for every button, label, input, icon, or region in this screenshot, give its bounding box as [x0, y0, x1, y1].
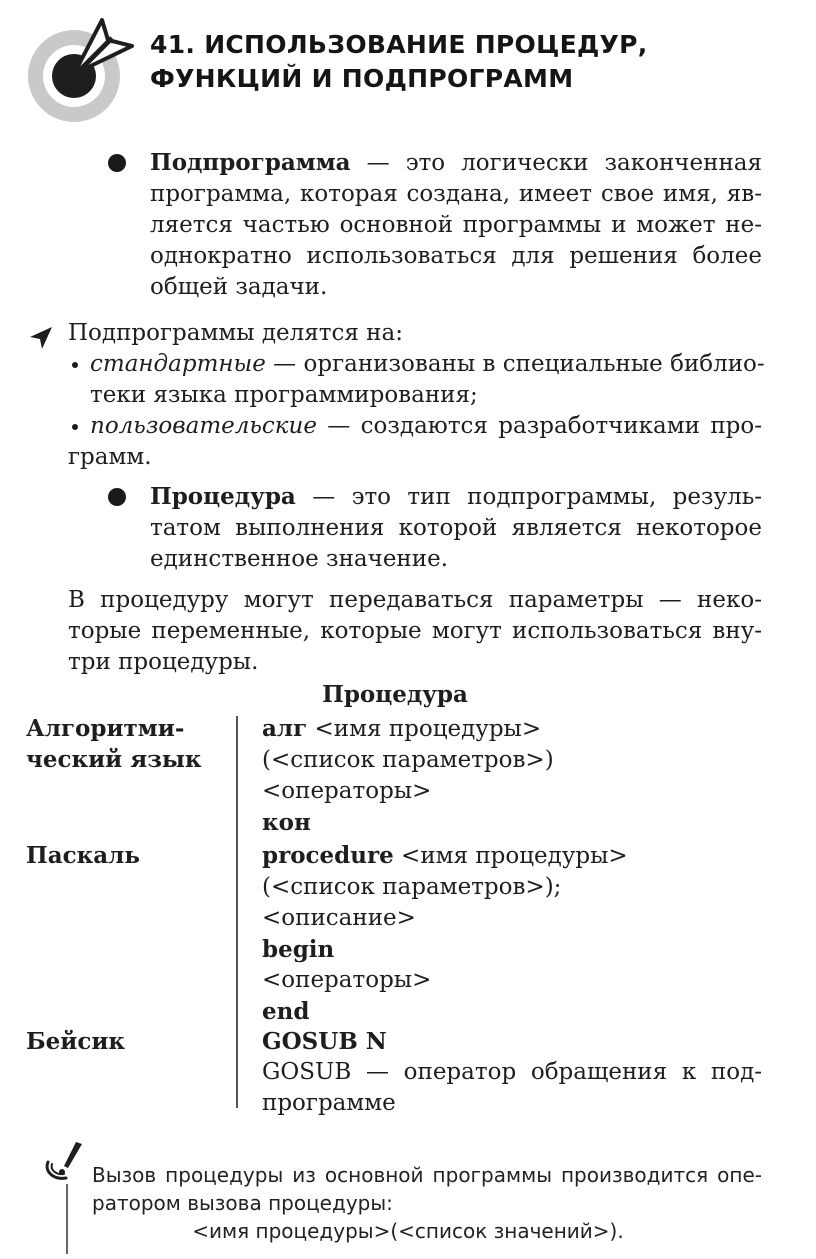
text-line: — организованы в специальные библио- — [265, 351, 765, 377]
text-line: ляется частью основной программы и может не- — [150, 212, 762, 238]
list-item-user — [90, 411, 762, 442]
keyword: алг — [262, 715, 308, 742]
label-line: Бейсик — [26, 1028, 126, 1055]
exclamation-note-icon — [40, 1140, 86, 1184]
pascal-syntax — [262, 840, 628, 1027]
definition-bullet-icon — [108, 154, 126, 172]
label-line: Паскаль — [26, 842, 140, 869]
text-line: грамм. — [68, 444, 152, 470]
text-line: три процедуры. — [68, 649, 259, 675]
definition-procedure — [150, 481, 762, 575]
row-label-pascal — [26, 840, 140, 871]
keyword: end — [262, 998, 310, 1025]
code-line: (<список параметров>); — [262, 874, 562, 900]
label-line: ческий язык — [26, 746, 202, 773]
parameters-paragraph — [68, 585, 762, 678]
algorithmic-syntax — [262, 713, 554, 838]
row-label-algorithmic — [26, 713, 202, 775]
list-item-standard — [90, 349, 765, 411]
code-line: GOSUB — оператор обращения к под- — [262, 1059, 762, 1085]
basic-syntax — [262, 1026, 762, 1119]
code-line: <операторы> — [262, 778, 432, 804]
title-line-2: ФУНКЦИЙ И ПОДПРОГРАММ — [150, 64, 574, 93]
text-line: общей задачи. — [150, 274, 328, 300]
definition-subprogram — [150, 147, 762, 303]
term-procedure: Процедура — [150, 483, 296, 510]
note-syntax — [0, 1217, 816, 1245]
types-intro: Подпрограммы делятся на: — [68, 320, 403, 346]
note-line: <имя процедуры>(<список значений>). — [192, 1219, 624, 1243]
text-line: единственное значение. — [150, 546, 449, 572]
term-user: пользовательские — [90, 413, 317, 439]
text-line: — создаются разработчиками про- — [316, 413, 762, 439]
label-line: Алгоритми- — [26, 715, 185, 742]
list-bullet-icon — [72, 362, 78, 368]
note-line: Вызов процедуры из основной программы производится опе- — [92, 1163, 762, 1187]
keyword: procedure — [262, 842, 394, 869]
keyword: GOSUB N — [262, 1028, 387, 1055]
term-subprogram: Подпрограмма — [150, 149, 351, 176]
term-standard: стандартные — [90, 351, 266, 377]
code-line: программе — [262, 1090, 396, 1116]
keyword: begin — [262, 936, 335, 963]
table-divider — [236, 716, 238, 1108]
list-item-user-cont — [68, 442, 152, 473]
subprogram-types — [68, 318, 762, 349]
text-line: торые переменные, которые могут использоваться вну- — [68, 618, 762, 644]
table-caption: Процедура — [322, 681, 468, 708]
text-line: теки языка программирования; — [90, 382, 478, 408]
target-arrow-logo-icon — [24, 16, 134, 126]
code-line: <операторы> — [262, 967, 432, 993]
text-line: — это тип подпрограммы, резуль- — [295, 484, 762, 510]
note-box — [92, 1161, 762, 1217]
text-line: татом выполнения которой является некоторое — [150, 515, 762, 541]
keyword: кон — [262, 809, 311, 836]
text-line: программа, которая создана, имеет свое имя, яв- — [150, 181, 762, 207]
code-line: <описание> — [262, 905, 416, 931]
arrow-pointer-icon — [28, 325, 54, 351]
note-line: ратором вызова процедуры: — [92, 1191, 393, 1215]
row-label-basic — [26, 1026, 125, 1057]
text-line: — это логически законченная — [350, 150, 762, 176]
list-bullet-icon — [72, 424, 78, 430]
text-line: однократно использоваться для решения более — [150, 243, 762, 269]
text-line: В процедуру могут передаваться параметры — неко- — [68, 587, 762, 613]
title-line-1: 41. ИСПОЛЬЗОВАНИЕ ПРОЦЕДУР, — [150, 30, 648, 59]
page-title — [150, 28, 648, 96]
code-line: <имя процедуры> — [307, 716, 542, 742]
code-line: <имя процедуры> — [393, 843, 628, 869]
definition-bullet-icon — [108, 488, 126, 506]
code-line: (<список параметров>) — [262, 747, 554, 773]
